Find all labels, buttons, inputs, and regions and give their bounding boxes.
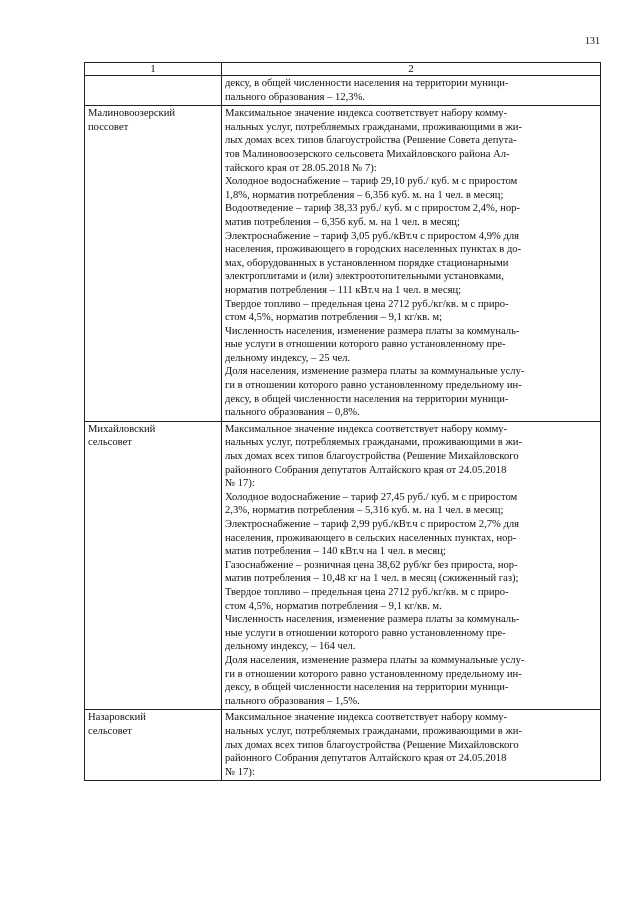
- tariff-table: [84, 62, 601, 781]
- description-line: населения, проживающего в городских населенных пунктах в до-: [225, 244, 522, 256]
- description-line: Максимальное значение индекса соответствует набору комму-: [225, 108, 508, 120]
- description-line: нальных услуг, потребляемых гражданами, проживающими в жи-: [225, 121, 522, 133]
- description-line: тов Малиновоозерского сельсовета Михайловского района Ал-: [225, 148, 510, 160]
- municipality-cell: [85, 106, 222, 422]
- description-line: пального образования – 1,5%.: [225, 695, 360, 707]
- description-line: ные услуги в отношении которого равно установленному пре-: [225, 339, 506, 351]
- municipality-name-line: сельсовет: [88, 725, 132, 737]
- column-header-1: 1: [85, 63, 222, 76]
- description-line: стом 4,5%, норматив потребления – 9,1 кг/кв. м.: [225, 600, 442, 612]
- description-line: населения, проживающего в сельских населенных пунктах, нор-: [225, 532, 517, 544]
- description-line: нальных услуг, потребляемых гражданами, проживающими в жи-: [225, 437, 522, 449]
- description-line: ги в отношении которого равно установленному предельному ин-: [225, 668, 522, 680]
- description-cell: [222, 76, 601, 106]
- description-line: Численность населения, изменение размера платы за коммуналь-: [225, 325, 520, 337]
- page-number: 131: [585, 36, 600, 47]
- description-line: Электроснабжение – тариф 3,05 руб./кВт.ч с приростом 4,9% для: [225, 230, 520, 242]
- table-row: [85, 76, 601, 106]
- table-row: [85, 106, 601, 422]
- description-line: Численность населения, изменение размера платы за коммуналь-: [225, 614, 520, 626]
- municipality-cell: [85, 710, 222, 781]
- municipality-name-line: Михайловский: [88, 423, 156, 435]
- description-cell: [222, 106, 601, 422]
- municipality-name-line: сельсовет: [88, 437, 132, 449]
- description-line: пального образования – 12,3%.: [225, 91, 366, 103]
- description-line: тайского края от 28.05.2018 № 7):: [225, 162, 377, 174]
- description-line: ги в отношении которого равно установленному предельному ин-: [225, 380, 522, 392]
- column-header-2: 2: [222, 63, 601, 76]
- description-line: лых домах всех типов благоустройства (Решение Михайловского: [225, 739, 519, 751]
- description-line: Доля населения, изменение размера платы за коммунальные услу-: [225, 654, 525, 666]
- description-line: пального образования – 0,8%.: [225, 407, 360, 419]
- description-line: стом 4,5%, норматив потребления – 9,1 кг/кв. м;: [225, 312, 443, 324]
- municipality-name-line: Малиновоозерский: [88, 108, 176, 120]
- description-line: № 17):: [225, 478, 255, 490]
- description-line: ные услуги в отношении которого равно установленному пре-: [225, 627, 506, 639]
- description-line: дексу, в общей численности населения на территории муници-: [225, 393, 509, 405]
- description-line: № 17):: [225, 766, 255, 778]
- description-line: Твердое топливо – предельная цена 2712 руб./кг/кв. м с приро-: [225, 298, 509, 310]
- description-line: лых домах всех типов благоустройства (Решение Михайловского: [225, 451, 519, 463]
- description-line: мах, оборудованных в установленном порядке стационарными: [225, 257, 509, 269]
- table-row: [85, 710, 601, 781]
- description-line: Холодное водоснабжение – тариф 29,10 руб./ куб. м с приростом: [225, 176, 518, 188]
- municipality-name-line: Назаровский: [88, 712, 146, 724]
- description-cell: [222, 710, 601, 781]
- municipality-cell: [85, 76, 222, 106]
- description-line: лых домах всех типов благоустройства (Решение Совета депута-: [225, 135, 517, 147]
- description-line: матив потребления – 6,356 куб. м. на 1 чел. в месяц;: [225, 216, 460, 228]
- description-line: дельному индексу, – 25 чел.: [225, 352, 351, 364]
- description-line: Доля населения, изменение размера платы за коммунальные услу-: [225, 366, 525, 378]
- description-line: Максимальное значение индекса соответствует набору комму-: [225, 712, 508, 724]
- description-line: районного Собрания депутатов Алтайского края от 24.05.2018: [225, 464, 507, 476]
- header-row: [85, 63, 601, 76]
- description-line: дексу, в общей численности населения на территории муници-: [225, 682, 509, 694]
- description-line: Водоотведение – тариф 38,33 руб./ куб. м с приростом 2,4%, нор-: [225, 203, 520, 215]
- description-line: матив потребления – 10,48 кг на 1 чел. в месяц (сжиженный газ);: [225, 573, 519, 585]
- description-line: дексу, в общей численности населения на территории муници-: [225, 78, 509, 89]
- description-line: норматив потребления – 111 кВт.ч на 1 чел. в месяц;: [225, 284, 462, 296]
- description-line: Максимальное значение индекса соответствует набору комму-: [225, 423, 508, 435]
- description-line: нальных услуг, потребляемых гражданами, проживающими в жи-: [225, 725, 522, 737]
- table-row: [85, 421, 601, 709]
- description-cell: [222, 421, 601, 709]
- description-line: электроплитами и (или) электроотопительными установками,: [225, 271, 504, 283]
- description-line: матив потребления – 140 кВт.ч на 1 чел. в месяц;: [225, 546, 446, 558]
- municipality-name-line: поссовет: [88, 121, 129, 133]
- description-line: 1,8%, норматив потребления – 6,356 куб. м. на 1 чел. в месяц;: [225, 189, 504, 201]
- description-line: Газоснабжение – розничная цена 38,62 руб/кг без прироста, нор-: [225, 559, 518, 571]
- description-line: Электроснабжение – тариф 2,99 руб./кВт.ч с приростом 2,7% для: [225, 519, 520, 530]
- description-line: Твердое топливо – предельная цена 2712 руб./кг/кв. м с приро-: [225, 586, 509, 598]
- description-line: Холодное водоснабжение – тариф 27,45 руб./ куб. м с приростом: [225, 491, 518, 503]
- description-line: 2,3%, норматив потребления – 5,316 куб. м. на 1 чел. в месяц;: [225, 505, 504, 517]
- description-line: дельному индексу, – 164 чел.: [225, 641, 356, 653]
- description-line: районного Собрания депутатов Алтайского края от 24.05.2018: [225, 753, 507, 765]
- municipality-cell: [85, 421, 222, 709]
